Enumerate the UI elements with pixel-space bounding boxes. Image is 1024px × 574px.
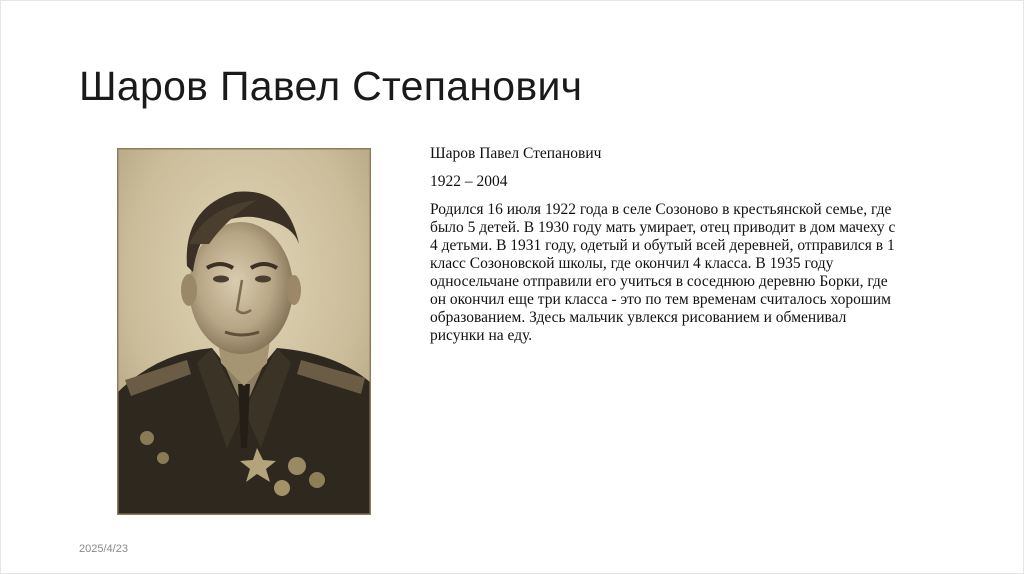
biography-paragraph: Родился 16 июля 1922 года в селе Созоново в крестьянской семье, где было 5 детей. В 1930 году мать умирает, отец приводит в дом мачеху с 4 детьми. В 1931 году, одетый и обутый всей деревней, отправился в 1 класс Созоновской школы, где окончил 4 класса. В 1935 году односельчане отправили его учиться в соседнюю деревню Борки, где он окончил еще три класса - это по тем временам считалось хорошим образованием. Здесь мальчик увлекся рисованием и обменивал рисунки на еду.: [430, 201, 896, 344]
portrait-photo: [117, 148, 371, 515]
slide-title: Шаров Павел Степанович: [79, 63, 583, 109]
portrait-image: [117, 148, 371, 515]
person-name: Шаров Павел Степанович: [430, 145, 602, 162]
slide-date: 2025/4/23: [79, 543, 128, 555]
life-years: 1922 – 2004: [430, 173, 508, 190]
biography-text-block: [430, 145, 900, 355]
